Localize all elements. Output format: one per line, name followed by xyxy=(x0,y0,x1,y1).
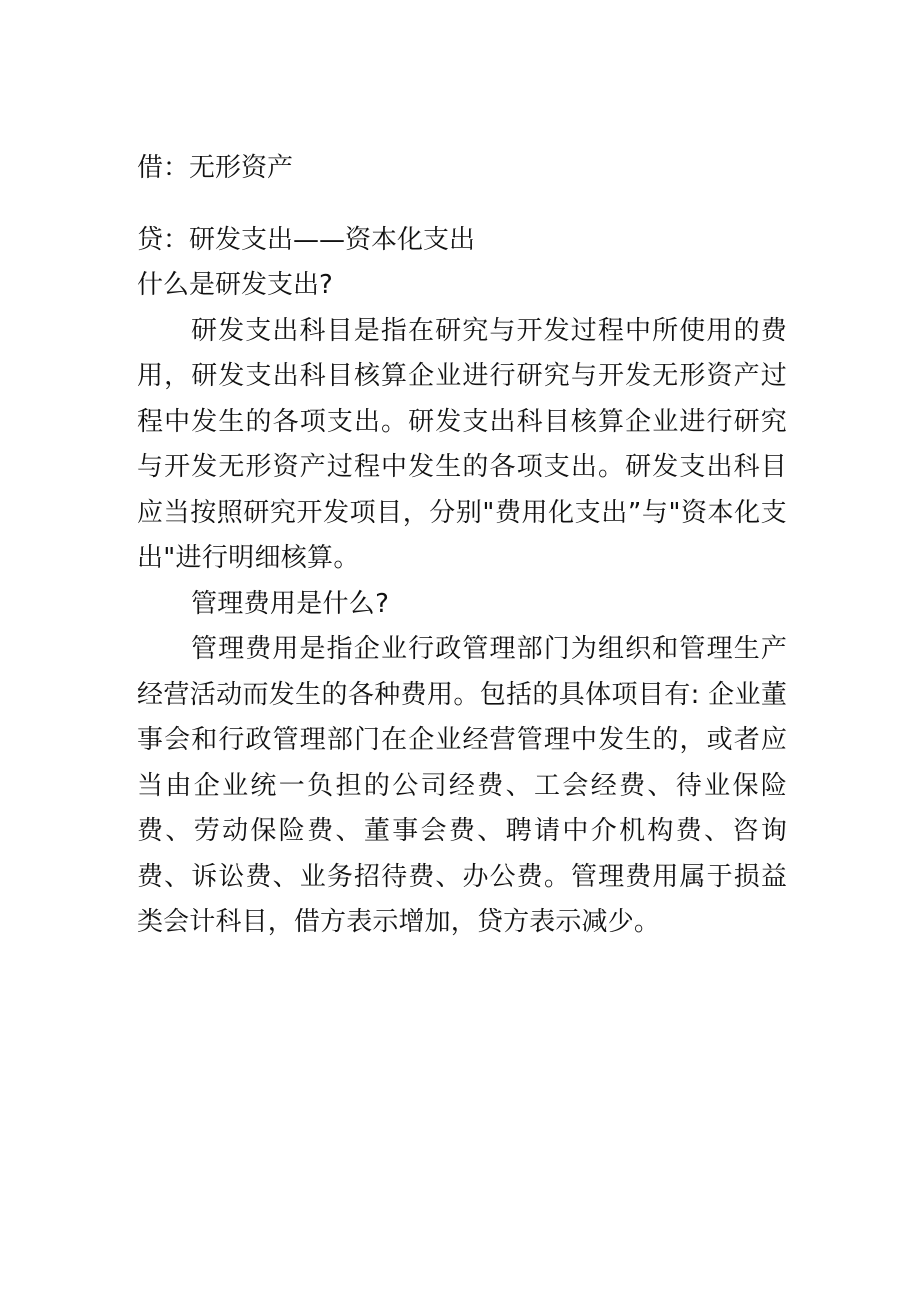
document-body xyxy=(137,146,787,946)
section-question-rd: 什么是研发支出? xyxy=(137,270,333,300)
section-answer-admin: 管理费用是指企业行政管理部门为组织和管理生产经营活动而发生的各种费用。包括的具体项目有: 企业董事会和行政管理部门在企业经营管理中发生的，或者应当由企业统一负担的公司经费、工会经费、待业保险费、劳动保险费、董事会费、聘请中介机构费、咨询费、诉讼费、业务招待费、办公费。管理费用属于损益类会计科目，借方表示增加，贷方表示减少。 xyxy=(137,634,787,937)
section-answer-rd: 研发支出科目是指在研究与开发过程中所使用的费用，研发支出科目核算企业进行研究与开发无形资产过程中发生的各项支出。研发支出科目核算企业进行研究与开发无形资产过程中发生的各项支出。研发支出科目应当按照研究开发项目，分别"费用化支出”与"资本化支出"进行明细核算。 xyxy=(137,315,787,573)
journal-entry-credit: 贷：研发支出——资本化支出 xyxy=(137,224,476,255)
journal-entry-debit: 借：无形资产 xyxy=(137,153,294,183)
section-question-admin: 管理费用是什么? xyxy=(191,588,390,619)
